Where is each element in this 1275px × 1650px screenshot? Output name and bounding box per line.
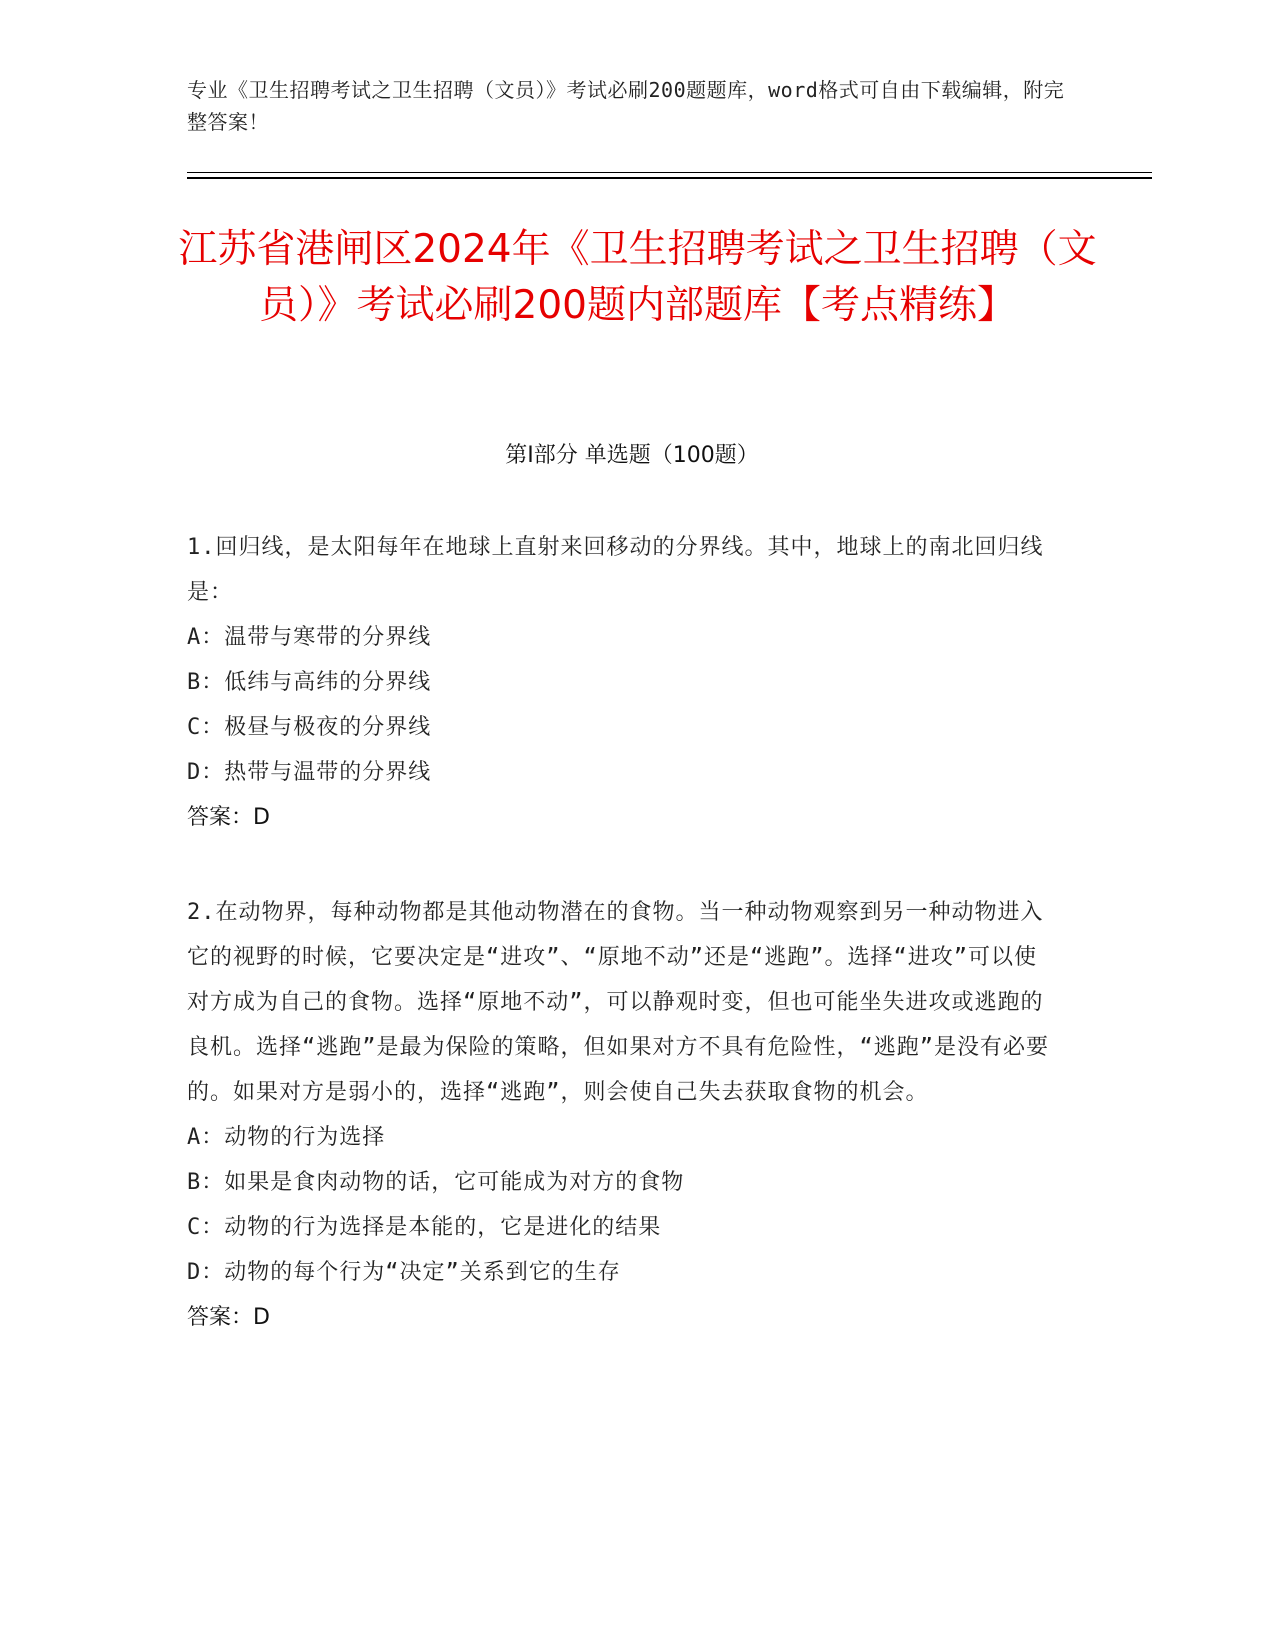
- option-a: A：动物的行为选择: [187, 1125, 386, 1150]
- option-c: C：极昼与极夜的分界线: [187, 715, 432, 740]
- header-rule-thick: [187, 177, 1152, 179]
- option-d: D：热带与温带的分界线: [187, 760, 432, 785]
- document-title: 江苏省港闸区2024年《卫生招聘考试之卫生招聘（文员）》考试必刷200题内部题库【考点精练】: [178, 227, 1097, 328]
- header-rule-thin: [187, 172, 1152, 173]
- section-heading: 第Ⅰ部分 单选题（100题）: [505, 443, 759, 468]
- option-b: B：如果是食肉动物的话，它可能成为对方的食物: [187, 1170, 685, 1195]
- option-a: A：温带与寒带的分界线: [187, 625, 432, 650]
- question-stem: 1.回归线，是太阳每年在地球上直射来回移动的分界线。其中，地球上的南北回归线是：: [187, 535, 1044, 605]
- answer: 答案：D: [187, 1305, 270, 1330]
- question-2: [187, 890, 1057, 1340]
- option-b: B：低纬与高纬的分界线: [187, 670, 432, 695]
- question-stem: 2.在动物界，每种动物都是其他动物潜在的食物。当一种动物观察到另一种动物进入它的视野的时候，它要决定是“进攻”、“原地不动”还是“逃跑”。选择“进攻”可以使对方成为自己的食物。选择“原地不动”，可以静观时变，但也可能坐失进攻或逃跑的良机。选择“逃跑”是最为保险的策略，但如果对方不具有危险性，“逃跑”是没有必要的。如果对方是弱小的，选择“逃跑”，则会使自己失去获取食物的机会。: [187, 900, 1049, 1105]
- header-note: 专业《卫生招聘考试之卫生招聘（文员）》考试必刷200题题库，word格式可自由下载编辑，附完整答案！: [187, 78, 1065, 134]
- option-d: D：动物的每个行为“决定”关系到它的生存: [187, 1260, 621, 1285]
- answer: 答案：D: [187, 805, 270, 830]
- option-c: C：动物的行为选择是本能的，它是进化的结果: [187, 1215, 662, 1240]
- question-1: [187, 525, 1057, 840]
